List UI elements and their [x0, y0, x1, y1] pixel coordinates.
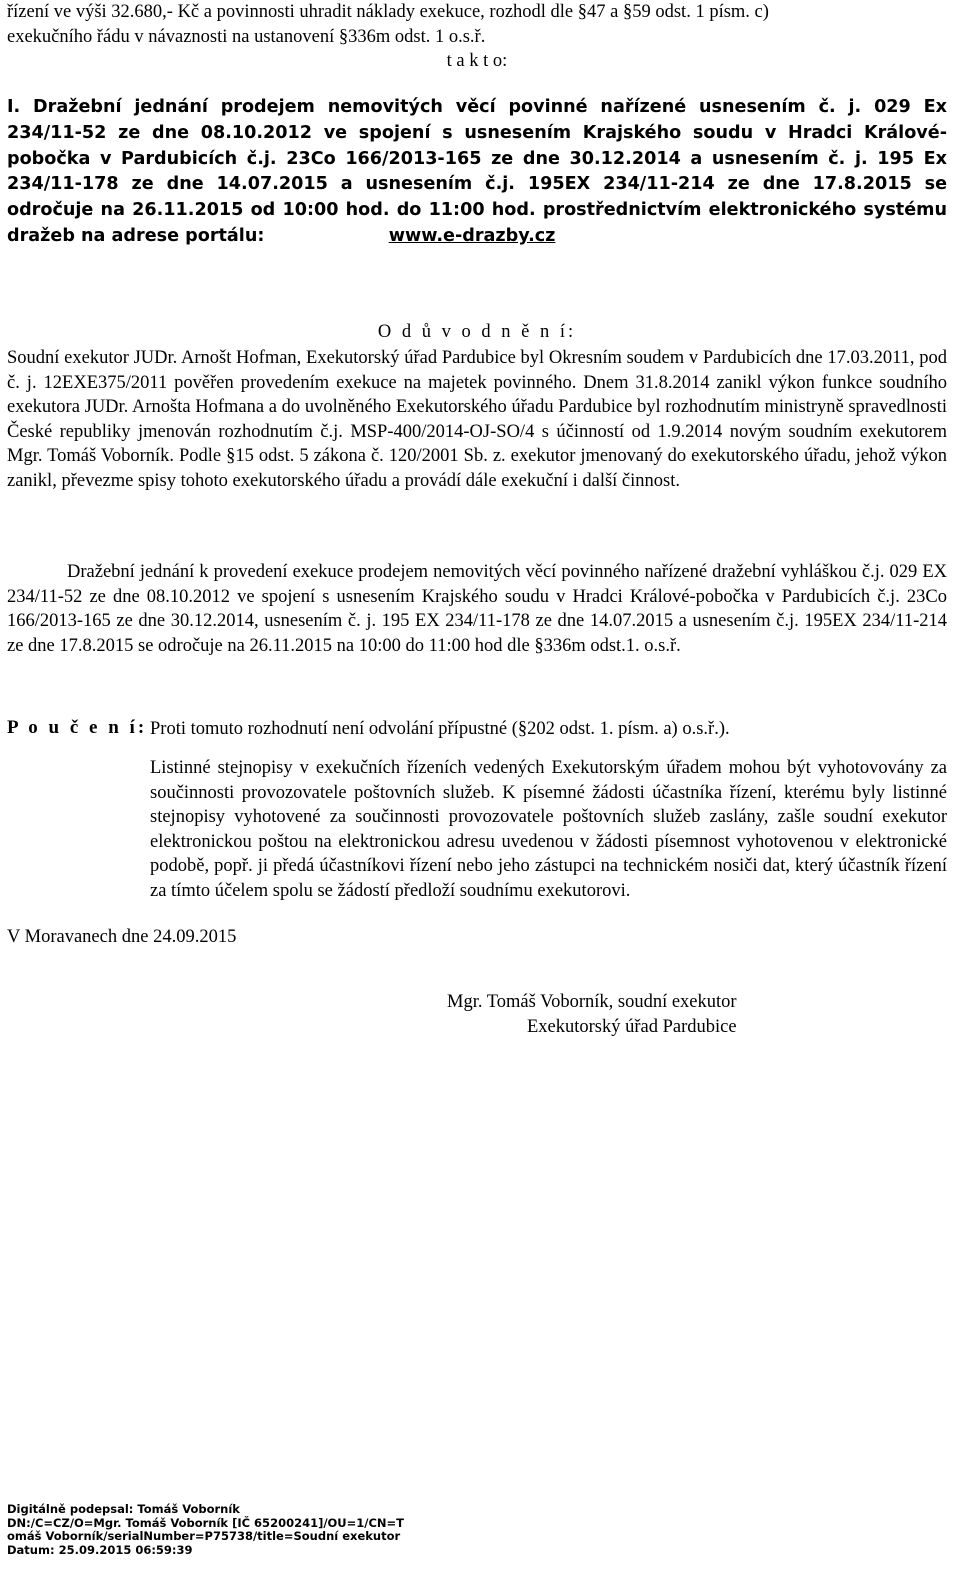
stamp-line: omáš Voborník/serialNumber=P75738/title=Soudní exekutor — [7, 1529, 401, 1544]
signature-office: Exekutorský úřad Pardubice — [527, 1017, 737, 1037]
stamp-line: Digitálně podepsal: Tomáš Voborník — [7, 1502, 240, 1516]
e-drazby-link[interactable]: www.e-drazby.cz — [388, 225, 556, 246]
resolution-body: I. Dražební jednání prodejem nemovitých věcí povinné nařízené usnesením č. j. 029 Ex 234/11-52 ze dne 08.10.2012 ve spojení s usnesením Krajského soudu v Hradci Králové-pobočka v Pardubicích č.j. 23Co 166/2013-165 ze dne 30.12.2014 a usnesením č. j. 195 Ex 234/11-178 ze dne 14.07.2015 a usnesením č.j. 195EX 234/11-214 ze dne 17.8.2015 se odročuje na 26.11.2015 od 10:00 hod. do 11:00 hod. prostřednictvím elektronického systému dražeb na adrese portálu: — [7, 97, 947, 246]
intro-line: exekučního řádu v návaznosti na ustanovení §336m odst. 1 o.s.ř. — [7, 26, 486, 47]
intro-text — [7, 0, 947, 74]
signature-name: Mgr. Tomáš Voborník, soudní exekutor — [447, 992, 737, 1012]
instruction-paragraph: Listinné stejnopisy v exekučních řízeních vedených Exekutorským úřadem mohou být vyhotovovány za součinnosti provozovatele poštovních služeb. K písemné žádosti účastníka řízení, kterému byly listinné stejnopisy vyhotovené za součinnosti provozovatele poštovních služeb zaslány, zašle soudní exekutor elektronickou poštou na elektronickou adresu uvedenou v žádosti písemnost vyhotovenou v elektronické podobě, popř. ji předá účastníkovi řízení nebo jeho zástupci na technickém nosiči dat, který účastník řízení za tímto účelem spolu se žádostí předloží soudnímu exekutorovi. — [150, 758, 947, 901]
instruction-line: Proti tomuto rozhodnutí není odvolání přípustné (§202 odst. 1. písm. a) o.s.ř.). — [150, 719, 730, 739]
reasoning-paragraph-2: Dražební jednání k provedení exekuce prodejem nemovitých věcí povinného nařízené dražební vyhláškou č.j. 029 EX 234/11-52 ze dne 08.10.2012 ve spojení s usnesením Krajského soudu v Hradci Králové-pobočka v Pardubicích č.j. 23Co 166/2013-165 ze dne 30.12.2014, usnesením č. j. 195 EX 234/11-178 ze dne 14.07.2015 a usnesením č.j. 195EX 234/11-214 ze dne 17.8.2015 se odročuje na 26.11.2015 na 10:00 do 11:00 hod dle §336m odst.1. o.s.ř. — [7, 562, 947, 656]
reasoning-paragraph: Soudní exekutor JUDr. Arnošt Hofman, Exekutorský úřad Pardubice byl Okresním soudem v Pardubicích dne 17.03.2011, pod č. j. 12EXE375/2011 pověřen provedením exekuce na majetek povinného. Dnem 31.8.2014 zanikl výkon funkce soudního exekutora JUDr. Arnošta Hofmana a do uvolněného Exekutorského úřadu Pardubice byl rozhodnutím ministryně spravedlnosti České republiky jmenován rozhodnutím č.j. MSP-400/2014-OJ-SO/4 s účinností od 1.9.2014 novým soudním exekutorem Mgr. Tomáš Voborník. Podle §15 odst. 5 zákona č. 120/2001 Sb. z. exekutor jmenovaný do exekutorského úřadu, jehož výkon zanikl, převezme spisy tohoto exekutorského úřadu a provádí dále exekuční i další činnost. — [7, 348, 947, 491]
place-date: V Moravanech dne 24.09.2015 — [7, 927, 237, 947]
reasoning-heading: O d ů v o d n ě n í: — [377, 322, 577, 342]
resolution-text — [7, 95, 947, 250]
intro-line: řízení ve výši 32.680,- Kč a povinnosti uhradit náklady exekuce, rozhodl dle §47 a §59 odst. 1 písm. c) — [7, 2, 769, 22]
stamp-line: DN:/C=CZ/O=Mgr. Tomáš Voborník [IČ 65200241]/OU=1/CN=T — [7, 1515, 405, 1530]
digital-signature-stamp — [7, 1503, 404, 1557]
instruction-label: P o u č e n í: — [7, 717, 148, 738]
stamp-line: Datum: 25.09.2015 06:59:39 — [7, 1542, 193, 1557]
takto-heading: t a k t o: — [446, 51, 508, 72]
